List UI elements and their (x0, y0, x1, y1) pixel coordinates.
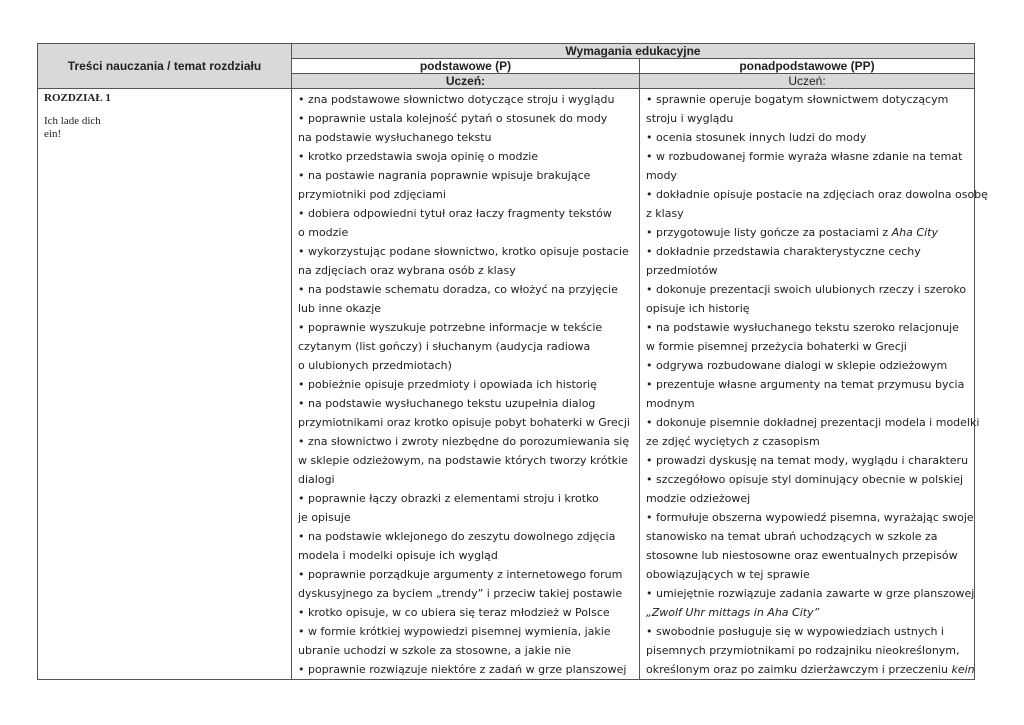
advanced-requirements-list (646, 90, 988, 679)
basic-requirement-line: • na podstawie wklejonego do zeszytu dowolnego zdjęcia (298, 530, 616, 543)
advanced-requirement-line (646, 337, 968, 356)
advanced-requirement-text: • formułuje obszerna wypowiedź pisemna, wyrażając swoje (646, 511, 974, 524)
advanced-requirement-text: w formie pisemnej przeżycia bohaterki w Grecji (646, 340, 907, 353)
advanced-requirement-line (646, 242, 968, 261)
advanced-requirement-line (646, 603, 968, 622)
advanced-requirement-line (646, 489, 968, 508)
advanced-requirement-text: ze zdjęć wyciętych z czasopism (646, 435, 820, 448)
basic-requirement-line: • na podstawie schematu doradza, co włożyć na przyjęcie (298, 283, 618, 296)
advanced-requirement-text: • prowadzi dyskusję na temat mody, wyglądu i charakteru (646, 454, 969, 467)
advanced-requirement-line (646, 527, 968, 546)
basic-requirement-line: o modzie (298, 226, 349, 239)
basic-requirements-list (298, 90, 633, 679)
basic-requirement-line: • zna słownictwo i zwroty niezbędne do porozumiewania się (298, 435, 630, 448)
advanced-requirement-line (646, 109, 968, 128)
advanced-requirement-text: stosowne lub niestosowne oraz ewentualnych przepisów (646, 549, 958, 562)
advanced-requirement-line (646, 261, 968, 280)
basic-requirement-line: • na postawie nagrania poprawnie wpisuje brakujące (298, 169, 591, 182)
advanced-requirement-text: • umiejętnie rozwiązuje zadania zawarte w grze planszowej (646, 587, 975, 600)
advanced-requirement-italic-text: Aha City (891, 226, 938, 239)
advanced-requirement-line (646, 508, 974, 527)
chapter-label: ROZDZIAŁ 1 (44, 92, 111, 104)
basic-requirement-line: • poprawnie wyszukuje potrzebne informacje w tekście (298, 321, 603, 334)
basic-requirement-line: modela i modelki opisuje ich wygląd (298, 549, 498, 562)
advanced-requirement-text: określonym oraz po zaimku dzierżawczym i przeczeniu (646, 663, 952, 676)
advanced-requirement-italic-text: „Zwolf Uhr mittags in Aha City” (646, 606, 820, 619)
advanced-requirement-text: z klasy (646, 207, 684, 220)
advanced-requirement-text: • na podstawie wysłuchanego tekstu szeroko relacjonuje (646, 321, 959, 334)
advanced-requirement-line (646, 223, 968, 242)
advanced-requirement-text: opisuje ich historię (646, 302, 750, 315)
student-advanced-header (640, 74, 975, 89)
basic-requirement-line: lub inne okazje (298, 302, 382, 315)
basic-requirement-line: • poprawnie łączy obrazki z elementami stroju i krotko (298, 492, 599, 505)
requirements-header-label: Wymagania edukacyjne (565, 44, 701, 58)
basic-requirement-line: czytanym (list gończy) i słuchanym (audycja radiowa (298, 340, 591, 353)
basic-requirement-line: • poprawnie ustala kolejność pytań o stosunek do mody (298, 112, 608, 125)
advanced-requirement-text: • szczegółowo opisuje styl dominujący obecnie w polskiej (646, 473, 964, 486)
advanced-requirement-text: • odgrywa rozbudowane dialogi w sklepie odzieżowym (646, 359, 948, 372)
advanced-requirement-text: mody (646, 169, 677, 182)
advanced-requirements-cell (640, 89, 988, 680)
basic-requirement-line: o ulubionych przedmiotach) (298, 359, 452, 372)
advanced-requirement-text: pisemnych przymiotnikami po rodzajniku nieokreślonym, (646, 644, 960, 657)
basic-requirement-line: dialogi (298, 473, 335, 486)
basic-requirement-line: w sklepie odzieżowym, na podstawie których tworzy krótkie (298, 454, 628, 467)
advanced-requirement-text: • swobodnie posługuje się w wypowiedziach ustnych i (646, 625, 944, 638)
chapter-title-line: Ich lade dich (44, 115, 101, 127)
advanced-requirement-line (646, 90, 968, 109)
advanced-requirement-text: • w rozbudowanej formie wyraża własne zdanie na temat (646, 150, 963, 163)
advanced-requirement-line (646, 470, 968, 489)
advanced-requirement-text: stanowisko na temat ubrań uchodzących w szkole za (646, 530, 938, 543)
advanced-requirement-line (646, 185, 988, 204)
basic-requirement-line: dyskusyjnego za byciem „trendy” i przeciw takiej postawie (298, 587, 623, 600)
advanced-requirement-text: • przygotowuje listy gończe za postaciami z (646, 226, 892, 239)
basic-requirement-line: na podstawie wysłuchanego tekstu (298, 131, 492, 144)
student-basic-header (292, 74, 640, 89)
advanced-requirement-text: stroju i wyglądu (646, 112, 734, 125)
advanced-requirement-line (646, 451, 968, 470)
topic-column-header (38, 44, 292, 89)
advanced-requirement-line (646, 584, 975, 603)
advanced-requirement-text: • dokonuje prezentacji swoich ulubionych rzeczy i szeroko (646, 283, 967, 296)
advanced-requirement-line (646, 622, 968, 641)
basic-requirement-line: • poprawnie rozwiązuje niektóre z zadań w grze planszowej (298, 663, 627, 676)
advanced-requirement-text: • ocenia stosunek innych ludzi do mody (646, 131, 867, 144)
chapter-title-line: ein! (44, 128, 62, 140)
advanced-requirement-line (646, 641, 968, 660)
advanced-requirement-text: modnym (646, 397, 695, 410)
basic-requirement-line: • na podstawie wysłuchanego tekstu uzupełnia dialog (298, 397, 596, 410)
advanced-requirement-line (646, 565, 968, 584)
basic-requirement-line: przymiotnikami oraz krotko opisuje pobyt bohaterki w Grecji (298, 416, 630, 429)
chapter-cell (38, 89, 292, 680)
advanced-requirement-text: • dokonuje pisemnie dokładnej prezentacji modela i modelki (646, 416, 980, 429)
basic-requirement-line: • wykorzystując podane słownictwo, krotko opisuje postacie (298, 245, 629, 258)
student-basic-label: Uczeń: (445, 74, 486, 88)
advanced-requirement-line (646, 356, 968, 375)
advanced-requirement-text: • prezentuje własne argumenty na temat przymusu bycia (646, 378, 965, 391)
student-advanced-label: Uczeń: (788, 74, 826, 88)
advanced-requirement-text: obowiązujących w tej sprawie (646, 568, 810, 581)
basic-requirements-cell (292, 89, 640, 680)
advanced-requirement-line (646, 280, 968, 299)
advanced-requirement-line (646, 204, 968, 223)
basic-requirement-line: przymiotniki pod zdjęciami (298, 188, 446, 201)
advanced-requirement-line (646, 318, 968, 337)
advanced-level-label: ponadpodstawowe (PP) (739, 59, 875, 73)
advanced-requirement-line (646, 128, 968, 147)
advanced-requirement-line (646, 394, 968, 413)
advanced-requirement-line (646, 432, 968, 451)
advanced-requirement-text: • sprawnie operuje bogatym słownictwem dotyczącym (646, 93, 949, 106)
chapter-title (44, 115, 285, 141)
basic-level-header (292, 59, 640, 74)
advanced-requirement-line (646, 166, 968, 185)
advanced-requirement-line (646, 413, 980, 432)
basic-requirement-line: je opisuje (298, 511, 351, 524)
basic-requirement-line: • dobiera odpowiedni tytuł oraz łaczy fragmenty tekstów (298, 207, 612, 220)
basic-requirement-line: • zna podstawowe słownictwo dotyczące stroju i wyglądu (298, 93, 615, 106)
advanced-requirement-text: • dokładnie opisuje postacie na zdjęciach oraz dowolna osobę (646, 188, 988, 201)
advanced-requirement-text: przedmiotów (646, 264, 718, 277)
advanced-requirement-text: • dokładnie przedstawia charakterystyczne cechy (646, 245, 921, 258)
advanced-requirement-line (646, 660, 975, 679)
advanced-requirement-line (646, 375, 968, 394)
advanced-requirement-line (646, 147, 968, 166)
basic-level-label: podstawowe (P) (419, 59, 512, 73)
advanced-requirement-text: modzie odzieżowej (646, 492, 751, 505)
advanced-requirement-italic-text: kein (951, 663, 975, 676)
requirements-table (37, 43, 988, 680)
topic-column-header-label: Treści nauczania / temat rozdziału (67, 59, 262, 73)
basic-requirement-line: • w formie krótkiej wypowiedzi pisemnej wymienia, jakie (298, 625, 611, 638)
basic-requirement-line: • poprawnie porządkuje argumenty z internetowego forum (298, 568, 623, 581)
basic-requirement-line: ubranie uchodzi w szkole za stosowne, a jakie nie (298, 644, 572, 657)
basic-requirement-line: • krotko przedstawia swoja opinię o modzie (298, 150, 539, 163)
basic-requirement-line: • pobieżnie opisuje przedmioty i opowiada ich historię (298, 378, 597, 391)
requirements-header (292, 44, 975, 59)
basic-requirement-line: • krotko opisuje, w co ubiera się teraz młodzież w Polsce (298, 606, 610, 619)
advanced-requirement-line (646, 299, 968, 318)
basic-requirement-line: na zdjęciach oraz wybrana osób z klasy (298, 264, 516, 277)
advanced-level-header (640, 59, 975, 74)
advanced-requirement-line (646, 546, 968, 565)
